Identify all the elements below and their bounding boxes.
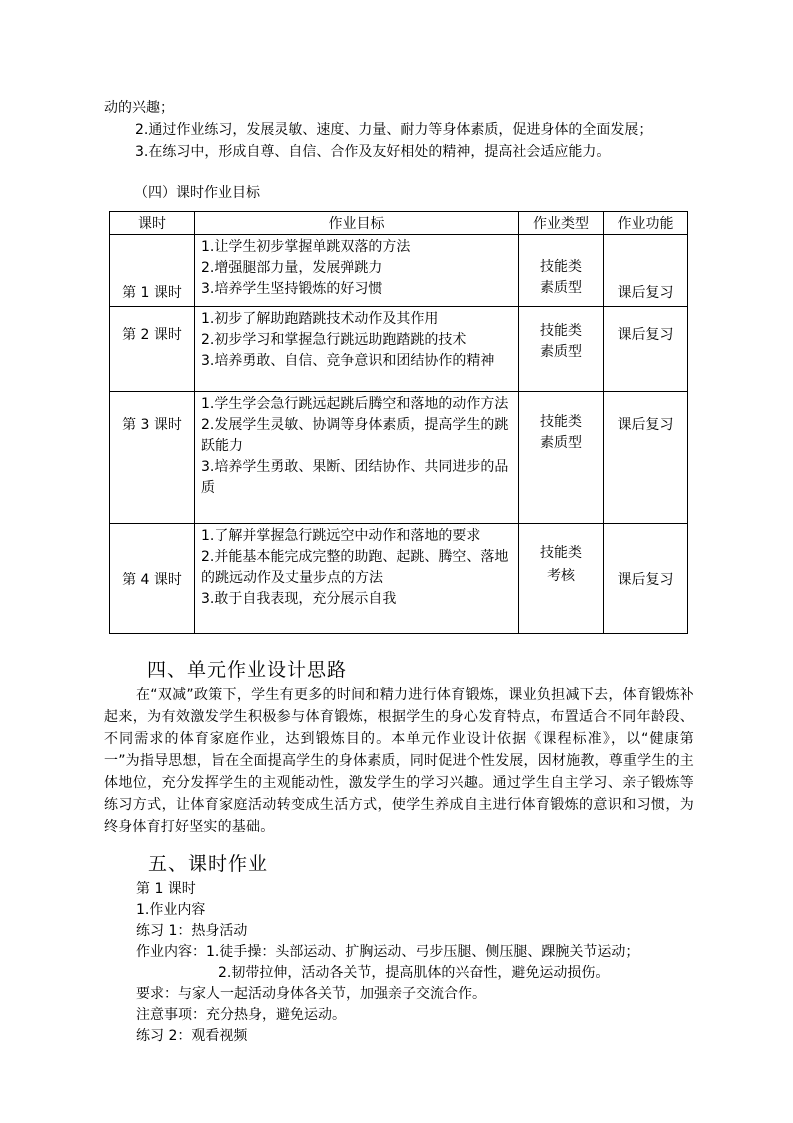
exercise-1-heading: 练习 1：热身活动 (136, 923, 248, 939)
goal-item: 2.增强腿部力量，发展弹跳力 (201, 260, 383, 276)
header-period: 课时 (110, 212, 195, 235)
header-goal: 作业目标 (195, 212, 519, 235)
lesson-1-heading: 第 1 课时 (136, 881, 196, 897)
intro-line-1: 动的兴趣； (104, 100, 174, 116)
goal-item: 3.敢于自我表现，充分展示自我 (201, 591, 397, 607)
cell-period: 第 3 课时 (110, 392, 195, 524)
cell-period: 第 4 课时 (110, 524, 195, 634)
section-5-title: 五、课时作业 (148, 853, 269, 875)
cell-function: 课后复习 (604, 392, 688, 524)
cell-type (519, 307, 604, 392)
cell-goals (195, 524, 519, 634)
goal-item: 3.培养学生坚持锻炼的好习惯 (201, 281, 383, 297)
exercise-1-notes: 注意事项：充分热身，避免运动。 (136, 1007, 346, 1023)
type-line: 素质型 (540, 435, 582, 451)
goal-item: 1.了解并掌握急行跳远空中动作和落地的要求 (201, 528, 481, 544)
goal-item: 3.培养学生勇敢、果断、团结协作、共同进步的品质 (201, 459, 509, 496)
section-4-title: 四、单元作业设计思路 (147, 659, 348, 681)
goal-item: 1.让学生初步掌握单跳双落的方法 (201, 239, 411, 255)
goal-item: 3.培养勇敢、自信、竞争意识和团结协作的精神 (201, 353, 495, 369)
header-function: 作业功能 (604, 212, 688, 235)
table-row (110, 307, 688, 392)
goal-item: 1.学生学会急行跳远起跳后腾空和落地的动作方法 (201, 396, 509, 412)
type-line: 技能类 (540, 323, 582, 339)
cell-type (519, 235, 604, 307)
intro-line-3: 3.在练习中，形成自尊、自信、合作及友好相处的精神，提高社会适应能力。 (135, 144, 611, 160)
cell-goals (195, 235, 519, 307)
table-row (110, 235, 688, 307)
intro-line-2: 2.通过作业练习，发展灵敏、速度、力量、耐力等身体素质，促进身体的全面发展； (135, 122, 653, 138)
cell-type (519, 392, 604, 524)
type-line: 技能类 (540, 545, 582, 561)
cell-function: 课后复习 (604, 235, 688, 307)
goal-item: 1.初步了解助跑踏跳技术动作及其作用 (201, 311, 439, 327)
exercise-1-content-1: 作业内容：1.徒手操：头部运动、扩胸运动、弓步压腿、侧压腿、踝腕关节运动； (136, 944, 640, 960)
cell-period: 第 2 课时 (110, 307, 195, 392)
table-row (110, 524, 688, 634)
goals-table (109, 211, 688, 634)
table-row (110, 392, 688, 524)
goal-item: 2.初步学习和掌握急行跳远助跑踏跳的技术 (201, 332, 467, 348)
exercise-1-content-2: 2.韧带拉伸，活动各关节，提高肌体的兴奋性，避免运动损伤。 (218, 965, 610, 981)
cell-function: 课后复习 (604, 524, 688, 634)
type-line: 素质型 (540, 344, 582, 360)
type-line: 技能类 (540, 259, 582, 275)
type-line: 考核 (547, 568, 575, 584)
goal-item: 2.发展学生灵敏、协调等身体素质，提高学生的跳跃能力 (201, 417, 509, 454)
header-type: 作业类型 (519, 212, 604, 235)
table-header-row (110, 212, 688, 235)
work-content-heading: 1.作业内容 (136, 902, 206, 918)
type-line: 技能类 (540, 414, 582, 430)
cell-period: 第 1 课时 (110, 235, 195, 307)
goals-section-title: （四）课时作业目标 (134, 185, 260, 201)
cell-function: 课后复习 (604, 307, 688, 392)
exercise-1-requirement: 要求：与家人一起活动身体各关节，加强亲子交流合作。 (136, 986, 486, 1002)
goal-item: 2.并能基本能完成完整的助跑、起跳、腾空、落地的跳远动作及丈量步点的方法 (201, 549, 509, 586)
cell-goals (195, 307, 519, 392)
cell-goals (195, 392, 519, 524)
exercise-2-heading: 练习 2：观看视频 (136, 1028, 248, 1044)
section-4-paragraph: 在“双减”政策下，学生有更多的时间和精力进行体育锻炼，课业负担减下去，体育锻炼补起来，为有效激发学生积极参与体育锻炼，根据学生的身心发育特点，布置适合不同年龄段、不同需求的体育家庭作业，达到锻炼目的。本单元作业设计依据《课程标准》，以“健康第一”为指导思想，旨在全面提高学生的身体素质，同时促进个性发展，因材施教，尊重学生的主体地位，充分发挥学生的主观能动性，激发学生的学习兴趣。通过学生自主学习、亲子锻炼等练习方式，让体育家庭活动转变成生活方式，使学生养成自主进行体育锻炼的意识和习惯，为终身体育打好坚实的基础。 (104, 687, 694, 835)
cell-type (519, 524, 604, 634)
type-line: 素质型 (540, 280, 582, 296)
